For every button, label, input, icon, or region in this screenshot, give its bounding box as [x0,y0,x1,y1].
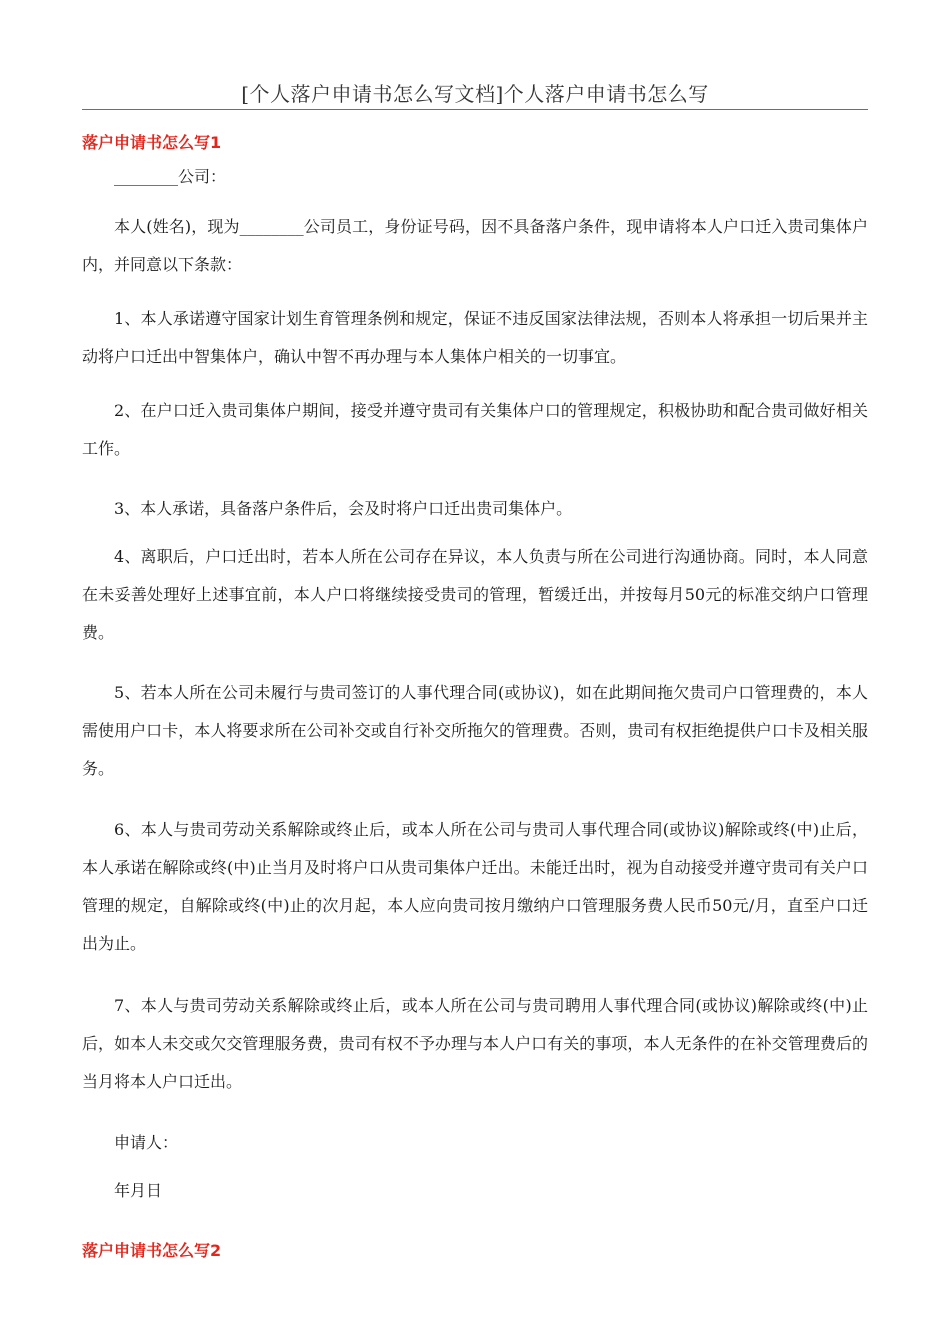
clause-4: 4、离职后，户口迁出时，若本人所在公司存在异议，本人负责与所在公司进行沟通协商。同时，本人同意在未妥善处理好上述事宜前，本人户口将继续接受贵司的管理，暂缓迁出，并按每月50元的标准交纳户口管理费。 [82,547,868,642]
clause-7: 7、本人与贵司劳动关系解除或终止后，或本人所在公司与贵司聘用人事代理合同(或协议)解除或终(中)止后，如本人未交或欠交管理服务费，贵司有权不予办理与本人户口有关的事项，本人无条件的在补交管理费后的当月将本人户口迁出。 [82,996,868,1091]
clause-6: 6、本人与贵司劳动关系解除或终止后，或本人所在公司与贵司人事代理合同(或协议)解除或终(中)止后，本人承诺在解除或终(中)止当月及时将户口从贵司集体户迁出。未能迁出时，视为自动接受并遵守贵司有关户口管理的规定，自解除或终(中)止的次月起，本人应向贵司按月缴纳户口管理服务费人民币50元/月，直至户口迁出为止。 [82,820,868,953]
date-line: 年月日 [114,1181,163,1200]
intro-paragraph: 本人(姓名)，现为________公司员工，身份证号码，因不具备落户条件，现申请将本人户口迁入贵司集体户内，并同意以下条款： [82,217,868,274]
clause-2: 2、在户口迁入贵司集体户期间，接受并遵守贵司有关集体户口的管理规定，积极协助和配合贵司做好相关工作。 [82,401,868,458]
salutation-line: ________公司： [114,167,227,186]
section-heading-1: 落户申请书怎么写1 [82,133,222,152]
applicant-label: 申请人： [114,1133,179,1152]
header-divider [82,109,868,110]
section-heading-2: 落户申请书怎么写2 [82,1241,222,1260]
clause-5: 5、若本人所在公司未履行与贵司签订的人事代理合同(或协议)，如在此期间拖欠贵司户口管理费的，本人需使用户口卡，本人将要求所在公司补交或自行补交所拖欠的管理费。否则，贵司有权拒绝提供户口卡及相关服务。 [82,683,868,778]
document-header-title: [个人落户申请书怎么写文档]个人落户申请书怎么写 [241,82,709,106]
clause-1: 1、本人承诺遵守国家计划生育管理条例和规定，保证不违反国家法律法规，否则本人将承担一切后果并主动将户口迁出中智集体户，确认中智不再办理与本人集体户相关的一切事宜。 [82,309,868,366]
clause-3: 3、本人承诺，具备落户条件后，会及时将户口迁出贵司集体户。 [114,499,573,518]
